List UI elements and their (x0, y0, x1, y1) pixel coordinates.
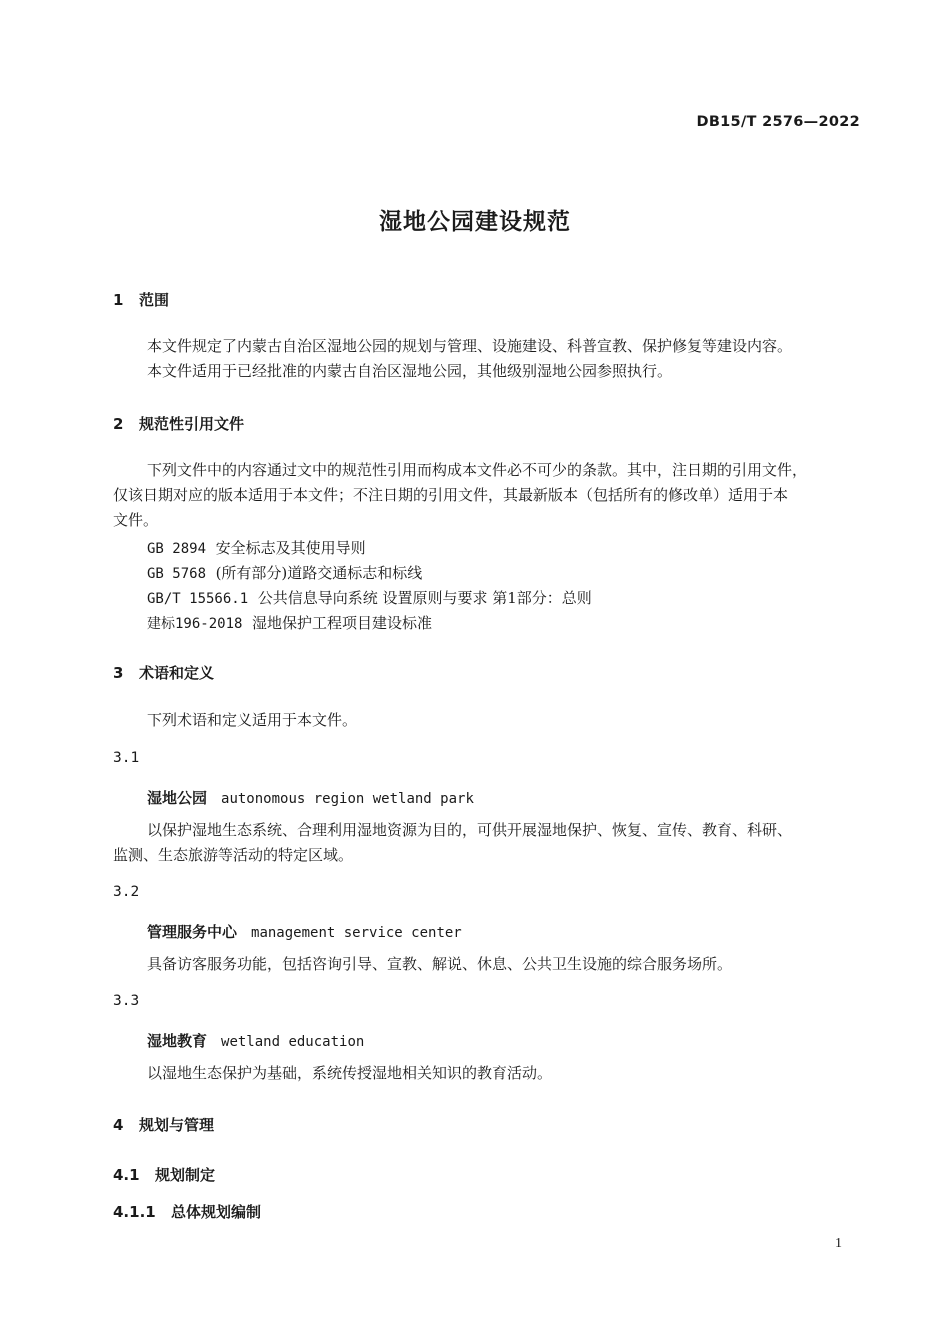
term-en: autonomous region wetland park (221, 791, 474, 807)
section-2-intro-line-3: 文件。 (113, 511, 159, 529)
subsection-title: 规划制定 (155, 1166, 216, 1184)
section-title: 范围 (139, 291, 170, 309)
section-2-heading (113, 413, 244, 434)
reference-title: 公共信息导向系统 设置原则与要求 第1部分：总则 (257, 589, 592, 607)
subsection-title: 总体规划编制 (171, 1203, 262, 1221)
subsection-number: 4.1.1 (113, 1203, 156, 1221)
reference-title: (所有部分)道路交通标志和标线 (215, 564, 423, 582)
term-definition-line-1: 以保护湿地生态系统、合理利用湿地资源为目的，可供开展湿地保护、恢复、宣传、教育、科研、 (147, 821, 793, 839)
reference-title: 湿地保护工程项目建设标准 (251, 614, 432, 632)
section-title: 规划与管理 (139, 1116, 215, 1134)
section-3-heading (113, 662, 214, 683)
reference-code: GB/T 15566.1 (147, 591, 249, 607)
term-definition-line-1: 以湿地生态保护为基础，系统传授湿地相关知识的教育活动。 (147, 1064, 553, 1082)
term-definition-line-2: 监测、生态旅游等活动的特定区域。 (113, 846, 354, 864)
section-2-intro-line-1: 下列文件中的内容通过文中的规范性引用而构成本文件必不可少的条款。其中，注日期的引用文件， (147, 461, 808, 479)
section-number: 4 (113, 1116, 124, 1134)
section-number: 3 (113, 664, 124, 682)
term-en: management service center (251, 925, 462, 941)
term-en: wetland education (221, 1034, 365, 1050)
term-zh: 管理服务中心 (147, 923, 238, 941)
reference-item (147, 562, 422, 583)
term-zh: 湿地教育 (147, 1032, 208, 1050)
subsection-number: 4.1 (113, 1166, 140, 1184)
reference-title: 安全标志及其使用导则 (215, 539, 366, 557)
subsection-4-1-heading (113, 1164, 215, 1185)
section-1-para-1: 本文件规定了内蒙古自治区湿地公园的规划与管理、设施建设、科普宣教、保护修复等建设内容。 (147, 337, 793, 355)
term-number: 3.1 (113, 750, 140, 766)
term-definition-line-1: 具备访客服务功能，包括咨询引导、宣教、解说、休息、公共卫生设施的综合服务场所。 (147, 955, 733, 973)
term-heading (147, 921, 462, 942)
section-1-para-2: 本文件适用于已经批准的内蒙古自治区湿地公园，其他级别湿地公园参照执行。 (147, 362, 673, 380)
term-number: 3.2 (113, 884, 140, 900)
section-1-heading (113, 289, 169, 310)
term-zh: 湿地公园 (147, 789, 208, 807)
reference-item (147, 537, 366, 558)
doc-number: DB15/T 2576—2022 (696, 114, 860, 130)
term-heading (147, 1030, 364, 1051)
reference-code: 建标196-2018 (147, 616, 243, 632)
subsection-4-1-1-heading (113, 1201, 261, 1222)
page-title: 湿地公园建设规范 (379, 209, 571, 235)
reference-item (147, 612, 432, 633)
section-number: 1 (113, 291, 124, 309)
reference-code: GB 5768 (147, 566, 207, 582)
section-4-heading (113, 1114, 214, 1135)
term-heading (147, 787, 474, 808)
term-number: 3.3 (113, 993, 140, 1009)
section-2-intro-line-2: 仅该日期对应的版本适用于本文件；不注日期的引用文件，其最新版本（包括所有的修改单）适用于本 (113, 486, 789, 504)
section-title: 术语和定义 (139, 664, 215, 682)
reference-item (147, 587, 592, 608)
section-3-intro: 下列术语和定义适用于本文件。 (147, 711, 358, 729)
section-title: 规范性引用文件 (139, 415, 245, 433)
reference-code: GB 2894 (147, 541, 207, 557)
section-number: 2 (113, 415, 124, 433)
page-number: 1 (835, 1236, 842, 1251)
